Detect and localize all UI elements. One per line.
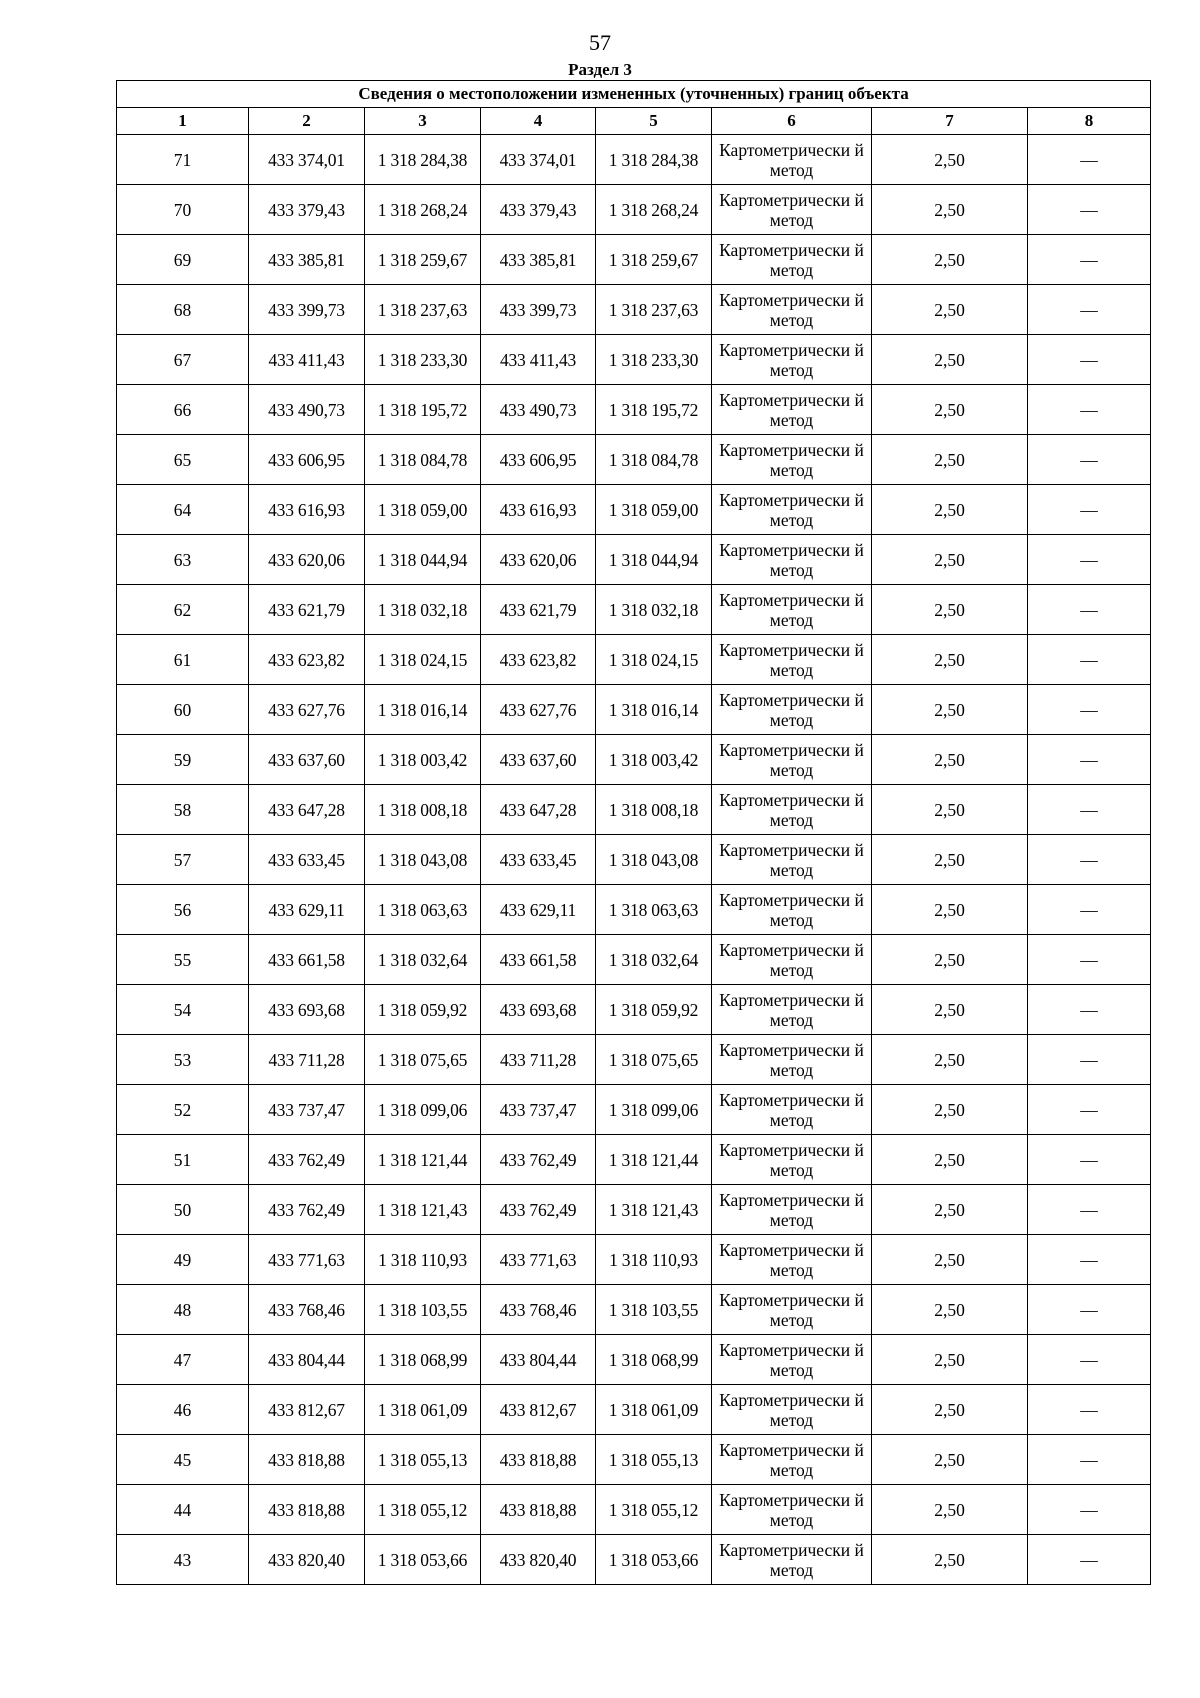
description-cell: — — [1028, 1135, 1151, 1185]
column-number: 3 — [365, 108, 481, 135]
method-cell: Картометрически й метод — [712, 885, 872, 935]
y-refined-cell: 1 318 195,72 — [596, 385, 712, 435]
accuracy-cell: 2,50 — [872, 1135, 1028, 1185]
y-refined-cell: 1 318 032,18 — [596, 585, 712, 635]
accuracy-cell: 2,50 — [872, 1185, 1028, 1235]
y-existing-cell: 1 318 043,08 — [365, 835, 481, 885]
description-cell: — — [1028, 835, 1151, 885]
y-existing-cell: 1 318 268,24 — [365, 185, 481, 235]
y-existing-cell: 1 318 063,63 — [365, 885, 481, 935]
table-row — [117, 985, 1151, 1035]
y-existing-cell: 1 318 284,38 — [365, 135, 481, 185]
x-refined-cell: 433 818,88 — [481, 1485, 596, 1535]
column-number: 2 — [249, 108, 365, 135]
accuracy-cell: 2,50 — [872, 1485, 1028, 1535]
x-existing-cell: 433 647,28 — [249, 785, 365, 835]
x-refined-cell: 433 616,93 — [481, 485, 596, 535]
description-cell: — — [1028, 685, 1151, 735]
accuracy-cell: 2,50 — [872, 1385, 1028, 1435]
y-existing-cell: 1 318 059,00 — [365, 485, 481, 535]
x-refined-cell: 433 647,28 — [481, 785, 596, 835]
method-cell: Картометрически й метод — [712, 1285, 872, 1335]
description-cell: — — [1028, 785, 1151, 835]
accuracy-cell: 2,50 — [872, 785, 1028, 835]
method-cell: Картометрически й метод — [712, 785, 872, 835]
method-cell: Картометрически й метод — [712, 1335, 872, 1385]
y-refined-cell: 1 318 084,78 — [596, 435, 712, 485]
y-existing-cell: 1 318 068,99 — [365, 1335, 481, 1385]
x-existing-cell: 433 399,73 — [249, 285, 365, 335]
method-cell: Картометрически й метод — [712, 735, 872, 785]
column-number: 8 — [1028, 108, 1151, 135]
point-number-cell: 71 — [117, 135, 249, 185]
accuracy-cell: 2,50 — [872, 535, 1028, 585]
point-number-cell: 57 — [117, 835, 249, 885]
description-cell: — — [1028, 1335, 1151, 1385]
method-cell: Картометрически й метод — [712, 535, 872, 585]
column-number: 5 — [596, 108, 712, 135]
description-cell: — — [1028, 585, 1151, 635]
point-number-cell: 61 — [117, 635, 249, 685]
method-cell: Картометрически й метод — [712, 485, 872, 535]
y-refined-cell: 1 318 032,64 — [596, 935, 712, 985]
description-cell: — — [1028, 635, 1151, 685]
x-refined-cell: 433 771,63 — [481, 1235, 596, 1285]
method-cell: Картометрически й метод — [712, 935, 872, 985]
accuracy-cell: 2,50 — [872, 835, 1028, 885]
accuracy-cell: 2,50 — [872, 885, 1028, 935]
point-number-cell: 69 — [117, 235, 249, 285]
y-refined-cell: 1 318 059,00 — [596, 485, 712, 535]
y-existing-cell: 1 318 032,18 — [365, 585, 481, 635]
x-refined-cell: 433 374,01 — [481, 135, 596, 185]
description-cell: — — [1028, 885, 1151, 935]
accuracy-cell: 2,50 — [872, 1535, 1028, 1585]
x-existing-cell: 433 818,88 — [249, 1485, 365, 1535]
description-cell: — — [1028, 385, 1151, 435]
method-cell: Картометрически й метод — [712, 985, 872, 1035]
method-cell: Картометрически й метод — [712, 1035, 872, 1085]
x-existing-cell: 433 762,49 — [249, 1185, 365, 1235]
y-existing-cell: 1 318 121,43 — [365, 1185, 481, 1235]
column-number: 4 — [481, 108, 596, 135]
y-refined-cell: 1 318 055,13 — [596, 1435, 712, 1485]
table-row — [117, 185, 1151, 235]
y-existing-cell: 1 318 032,64 — [365, 935, 481, 985]
x-existing-cell: 433 623,82 — [249, 635, 365, 685]
column-number: 1 — [117, 108, 249, 135]
x-refined-cell: 433 711,28 — [481, 1035, 596, 1085]
y-refined-cell: 1 318 121,44 — [596, 1135, 712, 1185]
method-cell: Картометрически й метод — [712, 1385, 872, 1435]
x-refined-cell: 433 768,46 — [481, 1285, 596, 1335]
y-refined-cell: 1 318 099,06 — [596, 1085, 712, 1135]
method-cell: Картометрически й метод — [712, 1485, 872, 1535]
point-number-cell: 64 — [117, 485, 249, 535]
description-cell: — — [1028, 285, 1151, 335]
accuracy-cell: 2,50 — [872, 185, 1028, 235]
y-refined-cell: 1 318 043,08 — [596, 835, 712, 885]
y-existing-cell: 1 318 121,44 — [365, 1135, 481, 1185]
x-refined-cell: 433 490,73 — [481, 385, 596, 435]
y-existing-cell: 1 318 233,30 — [365, 335, 481, 385]
table-row — [117, 1235, 1151, 1285]
x-existing-cell: 433 661,58 — [249, 935, 365, 985]
x-existing-cell: 433 762,49 — [249, 1135, 365, 1185]
table-row — [117, 635, 1151, 685]
accuracy-cell: 2,50 — [872, 1335, 1028, 1385]
point-number-cell: 63 — [117, 535, 249, 585]
column-number: 6 — [712, 108, 872, 135]
x-existing-cell: 433 771,63 — [249, 1235, 365, 1285]
accuracy-cell: 2,50 — [872, 685, 1028, 735]
x-refined-cell: 433 812,67 — [481, 1385, 596, 1435]
table-row — [117, 585, 1151, 635]
accuracy-cell: 2,50 — [872, 135, 1028, 185]
point-number-cell: 45 — [117, 1435, 249, 1485]
point-number-cell: 58 — [117, 785, 249, 835]
point-number-cell: 52 — [117, 1085, 249, 1135]
y-refined-cell: 1 318 268,24 — [596, 185, 712, 235]
x-refined-cell: 433 606,95 — [481, 435, 596, 485]
description-cell: — — [1028, 235, 1151, 285]
accuracy-cell: 2,50 — [872, 735, 1028, 785]
x-refined-cell: 433 411,43 — [481, 335, 596, 385]
section-title: Раздел 3 — [568, 60, 632, 79]
x-existing-cell: 433 374,01 — [249, 135, 365, 185]
y-refined-cell: 1 318 284,38 — [596, 135, 712, 185]
point-number-cell: 68 — [117, 285, 249, 335]
point-number-cell: 43 — [117, 1535, 249, 1585]
table-row — [117, 1535, 1151, 1585]
x-existing-cell: 433 768,46 — [249, 1285, 365, 1335]
y-existing-cell: 1 318 016,14 — [365, 685, 481, 735]
y-refined-cell: 1 318 061,09 — [596, 1385, 712, 1435]
x-existing-cell: 433 818,88 — [249, 1435, 365, 1485]
table-row — [117, 785, 1151, 835]
y-refined-cell: 1 318 024,15 — [596, 635, 712, 685]
table-row — [117, 485, 1151, 535]
accuracy-cell: 2,50 — [872, 1085, 1028, 1135]
description-cell: — — [1028, 535, 1151, 585]
x-refined-cell: 433 379,43 — [481, 185, 596, 235]
table-title: Сведения о местоположении измененных (уточненных) границ объекта — [117, 81, 1151, 108]
table-row — [117, 1385, 1151, 1435]
point-number-cell: 56 — [117, 885, 249, 935]
x-existing-cell: 433 627,76 — [249, 685, 365, 735]
description-cell: — — [1028, 435, 1151, 485]
y-refined-cell: 1 318 075,65 — [596, 1035, 712, 1085]
y-refined-cell: 1 318 259,67 — [596, 235, 712, 285]
description-cell: — — [1028, 1485, 1151, 1535]
y-existing-cell: 1 318 259,67 — [365, 235, 481, 285]
x-existing-cell: 433 804,44 — [249, 1335, 365, 1385]
y-refined-cell: 1 318 233,30 — [596, 335, 712, 385]
x-refined-cell: 433 620,06 — [481, 535, 596, 585]
table-row — [117, 335, 1151, 385]
table-row — [117, 1485, 1151, 1535]
table-row — [117, 885, 1151, 935]
accuracy-cell: 2,50 — [872, 1035, 1028, 1085]
y-refined-cell: 1 318 044,94 — [596, 535, 712, 585]
x-existing-cell: 433 820,40 — [249, 1535, 365, 1585]
method-cell: Картометрически й метод — [712, 185, 872, 235]
description-cell: — — [1028, 1285, 1151, 1335]
x-refined-cell: 433 820,40 — [481, 1535, 596, 1585]
y-existing-cell: 1 318 110,93 — [365, 1235, 481, 1285]
method-cell: Картометрически й метод — [712, 635, 872, 685]
x-existing-cell: 433 737,47 — [249, 1085, 365, 1135]
point-number-cell: 47 — [117, 1335, 249, 1385]
y-refined-cell: 1 318 003,42 — [596, 735, 712, 785]
point-number-cell: 44 — [117, 1485, 249, 1535]
x-existing-cell: 433 711,28 — [249, 1035, 365, 1085]
accuracy-cell: 2,50 — [872, 985, 1028, 1035]
point-number-cell: 65 — [117, 435, 249, 485]
description-cell: — — [1028, 185, 1151, 235]
accuracy-cell: 2,50 — [872, 335, 1028, 385]
y-existing-cell: 1 318 061,09 — [365, 1385, 481, 1435]
table-row — [117, 285, 1151, 335]
description-cell: — — [1028, 1435, 1151, 1485]
y-existing-cell: 1 318 237,63 — [365, 285, 481, 335]
accuracy-cell: 2,50 — [872, 1285, 1028, 1335]
x-refined-cell: 433 804,44 — [481, 1335, 596, 1385]
description-cell: — — [1028, 1235, 1151, 1285]
description-cell: — — [1028, 1535, 1151, 1585]
x-refined-cell: 433 385,81 — [481, 235, 596, 285]
point-number-cell: 66 — [117, 385, 249, 435]
description-cell: — — [1028, 735, 1151, 785]
accuracy-cell: 2,50 — [872, 1235, 1028, 1285]
y-existing-cell: 1 318 075,65 — [365, 1035, 481, 1085]
y-refined-cell: 1 318 110,93 — [596, 1235, 712, 1285]
y-refined-cell: 1 318 121,43 — [596, 1185, 712, 1235]
x-refined-cell: 433 629,11 — [481, 885, 596, 935]
point-number-cell: 46 — [117, 1385, 249, 1435]
y-existing-cell: 1 318 008,18 — [365, 785, 481, 835]
table-row — [117, 1185, 1151, 1235]
x-refined-cell: 433 762,49 — [481, 1135, 596, 1185]
table-row — [117, 435, 1151, 485]
table-body — [117, 135, 1151, 1585]
page-number: 57 — [589, 30, 611, 55]
x-refined-cell: 433 661,58 — [481, 935, 596, 985]
x-refined-cell: 433 621,79 — [481, 585, 596, 635]
point-number-cell: 50 — [117, 1185, 249, 1235]
table-row — [117, 1435, 1151, 1485]
point-number-cell: 53 — [117, 1035, 249, 1085]
y-refined-cell: 1 318 237,63 — [596, 285, 712, 335]
method-cell: Картометрически й метод — [712, 1135, 872, 1185]
y-refined-cell: 1 318 063,63 — [596, 885, 712, 935]
x-existing-cell: 433 621,79 — [249, 585, 365, 635]
table-row — [117, 1085, 1151, 1135]
x-refined-cell: 433 623,82 — [481, 635, 596, 685]
table-row — [117, 385, 1151, 435]
table-row — [117, 235, 1151, 285]
table-row — [117, 735, 1151, 785]
method-cell: Картометрически й метод — [712, 435, 872, 485]
y-existing-cell: 1 318 084,78 — [365, 435, 481, 485]
table-title-row — [117, 81, 1151, 108]
description-cell: — — [1028, 1035, 1151, 1085]
method-cell: Картометрически й метод — [712, 1235, 872, 1285]
table-row — [117, 535, 1151, 585]
x-existing-cell: 433 379,43 — [249, 185, 365, 235]
y-existing-cell: 1 318 003,42 — [365, 735, 481, 785]
accuracy-cell: 2,50 — [872, 1435, 1028, 1485]
y-refined-cell: 1 318 008,18 — [596, 785, 712, 835]
x-existing-cell: 433 629,11 — [249, 885, 365, 935]
x-existing-cell: 433 812,67 — [249, 1385, 365, 1435]
accuracy-cell: 2,50 — [872, 935, 1028, 985]
point-number-cell: 49 — [117, 1235, 249, 1285]
table-row — [117, 1335, 1151, 1385]
description-cell: — — [1028, 935, 1151, 985]
x-refined-cell: 433 637,60 — [481, 735, 596, 785]
x-existing-cell: 433 633,45 — [249, 835, 365, 885]
table-row — [117, 685, 1151, 735]
y-existing-cell: 1 318 059,92 — [365, 985, 481, 1035]
column-number: 7 — [872, 108, 1028, 135]
y-existing-cell: 1 318 099,06 — [365, 1085, 481, 1135]
y-refined-cell: 1 318 016,14 — [596, 685, 712, 735]
y-existing-cell: 1 318 055,13 — [365, 1435, 481, 1485]
method-cell: Картометрически й метод — [712, 835, 872, 885]
x-refined-cell: 433 693,68 — [481, 985, 596, 1035]
description-cell: — — [1028, 135, 1151, 185]
table-row — [117, 935, 1151, 985]
y-existing-cell: 1 318 055,12 — [365, 1485, 481, 1535]
table-row — [117, 1285, 1151, 1335]
y-refined-cell: 1 318 103,55 — [596, 1285, 712, 1335]
accuracy-cell: 2,50 — [872, 585, 1028, 635]
method-cell: Картометрически й метод — [712, 685, 872, 735]
y-existing-cell: 1 318 053,66 — [365, 1535, 481, 1585]
method-cell: Картометрически й метод — [712, 1085, 872, 1135]
description-cell: — — [1028, 1085, 1151, 1135]
x-existing-cell: 433 606,95 — [249, 435, 365, 485]
x-existing-cell: 433 637,60 — [249, 735, 365, 785]
description-cell: — — [1028, 335, 1151, 385]
point-number-cell: 54 — [117, 985, 249, 1035]
method-cell: Картометрически й метод — [712, 1535, 872, 1585]
x-refined-cell: 433 818,88 — [481, 1435, 596, 1485]
table-row — [117, 135, 1151, 185]
y-existing-cell: 1 318 103,55 — [365, 1285, 481, 1335]
accuracy-cell: 2,50 — [872, 635, 1028, 685]
method-cell: Картометрически й метод — [712, 1185, 872, 1235]
accuracy-cell: 2,50 — [872, 485, 1028, 535]
point-number-cell: 60 — [117, 685, 249, 735]
x-existing-cell: 433 490,73 — [249, 385, 365, 435]
x-refined-cell: 433 633,45 — [481, 835, 596, 885]
accuracy-cell: 2,50 — [872, 285, 1028, 335]
x-existing-cell: 433 411,43 — [249, 335, 365, 385]
x-existing-cell: 433 620,06 — [249, 535, 365, 585]
x-refined-cell: 433 762,49 — [481, 1185, 596, 1235]
x-refined-cell: 433 399,73 — [481, 285, 596, 335]
point-number-cell: 59 — [117, 735, 249, 785]
y-existing-cell: 1 318 024,15 — [365, 635, 481, 685]
y-refined-cell: 1 318 053,66 — [596, 1535, 712, 1585]
y-refined-cell: 1 318 059,92 — [596, 985, 712, 1035]
description-cell: — — [1028, 485, 1151, 535]
y-existing-cell: 1 318 195,72 — [365, 385, 481, 435]
method-cell: Картометрически й метод — [712, 385, 872, 435]
description-cell: — — [1028, 1185, 1151, 1235]
point-number-cell: 70 — [117, 185, 249, 235]
method-cell: Картометрически й метод — [712, 1435, 872, 1485]
x-refined-cell: 433 737,47 — [481, 1085, 596, 1135]
point-number-cell: 55 — [117, 935, 249, 985]
method-cell: Картометрически й метод — [712, 135, 872, 185]
method-cell: Картометрически й метод — [712, 335, 872, 385]
point-number-cell: 62 — [117, 585, 249, 635]
method-cell: Картометрически й метод — [712, 285, 872, 335]
point-number-cell: 51 — [117, 1135, 249, 1185]
y-refined-cell: 1 318 055,12 — [596, 1485, 712, 1535]
accuracy-cell: 2,50 — [872, 235, 1028, 285]
x-refined-cell: 433 627,76 — [481, 685, 596, 735]
x-existing-cell: 433 693,68 — [249, 985, 365, 1035]
y-existing-cell: 1 318 044,94 — [365, 535, 481, 585]
point-number-cell: 48 — [117, 1285, 249, 1335]
x-existing-cell: 433 616,93 — [249, 485, 365, 535]
point-number-cell: 67 — [117, 335, 249, 385]
method-cell: Картометрически й метод — [712, 235, 872, 285]
accuracy-cell: 2,50 — [872, 435, 1028, 485]
x-existing-cell: 433 385,81 — [249, 235, 365, 285]
y-refined-cell: 1 318 068,99 — [596, 1335, 712, 1385]
column-number-row — [117, 108, 1151, 135]
table-row — [117, 835, 1151, 885]
coordinates-table — [116, 80, 1151, 1585]
description-cell: — — [1028, 1385, 1151, 1435]
accuracy-cell: 2,50 — [872, 385, 1028, 435]
table-row — [117, 1035, 1151, 1085]
description-cell: — — [1028, 985, 1151, 1035]
table-row — [117, 1135, 1151, 1185]
method-cell: Картометрически й метод — [712, 585, 872, 635]
